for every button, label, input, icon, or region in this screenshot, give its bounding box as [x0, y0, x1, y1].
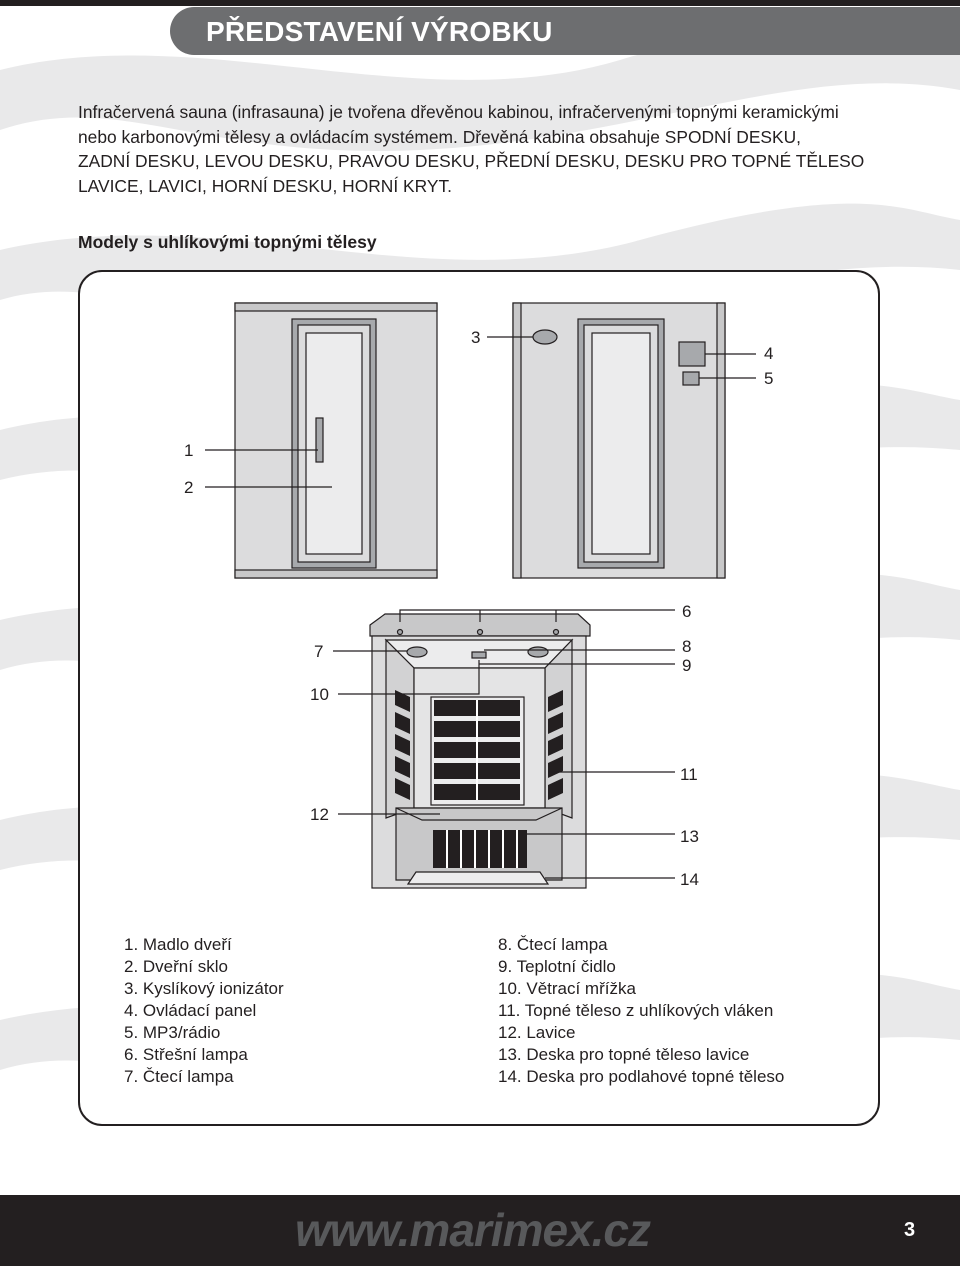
callout-9: 9: [682, 656, 692, 675]
callout-3: 3: [471, 328, 481, 347]
page-title: PŘEDSTAVENÍ VÝROBKU: [206, 16, 553, 47]
legend-item: 6. Střešní lampa: [124, 1045, 248, 1064]
callout-1: 1: [184, 441, 194, 460]
legend-item: 3. Kyslíkový ionizátor: [124, 979, 284, 998]
legend-item: 5. MP3/rádio: [124, 1023, 221, 1042]
callout-7: 7: [314, 642, 324, 661]
callout-8: 8: [682, 637, 692, 656]
intro-line: Infračervená sauna (infrasauna) je tvořena dřevěnou kabinou, infračervenými topnými keramickými: [78, 102, 839, 122]
website-url: www.marimex.cz: [295, 1204, 651, 1256]
callout-5: 5: [764, 369, 774, 388]
legend-item: 12. Lavice: [498, 1023, 576, 1042]
callout-11: 11: [680, 765, 698, 784]
footer-bar: [0, 1195, 960, 1266]
legend-item: 4. Ovládací panel: [124, 1001, 257, 1020]
callout-13: 13: [680, 827, 699, 846]
page-number: 3: [904, 1219, 916, 1241]
legend-item: 13. Deska pro topné těleso lavice: [498, 1045, 750, 1064]
legend-item: 9. Teplotní čidlo: [498, 957, 616, 976]
legend-right: [498, 934, 784, 1088]
legend-item: 7. Čtecí lampa: [124, 1067, 234, 1086]
section-heading: Modely s uhlíkovými topnými tělesy: [78, 232, 377, 252]
intro-line: nebo karbonovými tělesy a ovládacím systémem. Dřevěná kabina obsahuje SPODNÍ DESKU,: [78, 126, 802, 147]
legend-left: [124, 934, 284, 1088]
back-view: [513, 303, 725, 578]
callout-6: 6: [682, 602, 692, 621]
callout-14: 14: [680, 870, 699, 889]
legend-item: 2. Dveřní sklo: [124, 957, 228, 976]
legend-item: 1. Madlo dveří: [124, 935, 232, 954]
legend-item: 10. Větrací mřížka: [498, 979, 636, 998]
intro-line: ZADNÍ DESKU, LEVOU DESKU, PRAVOU DESKU, PŘEDNÍ DESKU, DESKU PRO TOPNÉ TĚLESO: [78, 151, 865, 171]
legend-item: 11. Topné těleso z uhlíkových vláken: [498, 1001, 774, 1020]
legend-item: 14. Deska pro podlahové topné těleso: [498, 1067, 785, 1086]
callout-12: 12: [310, 805, 329, 824]
callout-4: 4: [764, 344, 774, 363]
legend-item: 8. Čtecí lampa: [498, 935, 608, 954]
callout-10: 10: [310, 685, 329, 704]
callout-2: 2: [184, 478, 194, 497]
front-view: [235, 303, 437, 578]
intro-line: LAVICE, LAVICI, HORNÍ DESKU, HORNÍ KRYT.: [78, 175, 452, 196]
